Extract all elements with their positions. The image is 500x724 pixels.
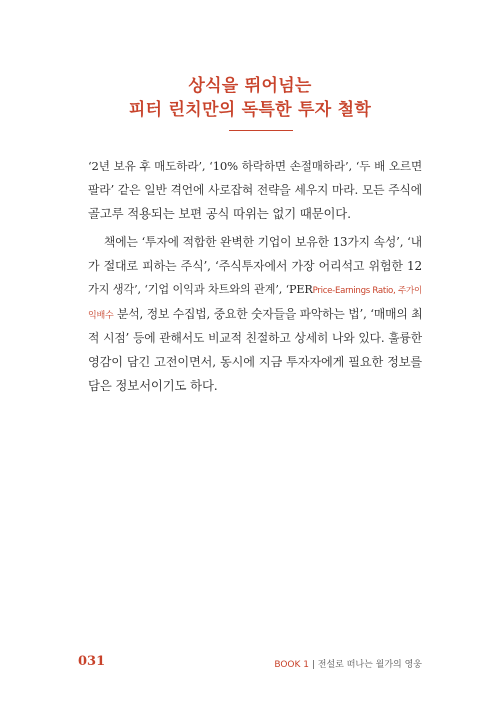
paragraph-1-line-2: 팔라’ 같은 일반 격언에 사로잡혀 전략을 세우지 마라. 모든 주식에	[88, 183, 422, 197]
paragraph-2-line-5: 적 시점’ 등에 관해서도 비교적 친절하고 상세히 나와 있다. 훌륭한	[88, 331, 422, 345]
chapter-title: 전설로 떠나는 월가의 영웅	[317, 660, 422, 670]
paragraph-2-line-4	[88, 306, 422, 324]
running-footer	[274, 657, 422, 670]
paragraph-2-line-3	[88, 282, 422, 299]
per-annotation-part-1: Price-Earnings Ratio, 주가이	[312, 286, 422, 296]
paragraph-2-line-6: 영감이 담긴 고전이면서, 동시에 지금 투자자에게 필요한 정보를	[88, 355, 422, 369]
paragraph-2-line-4-text: 분석, 정보 수집법, 중요한 숫자들을 파악하는 법’, ‘매매의 최	[113, 307, 423, 321]
paragraph-2-line-1: 책에는 ‘투자에 적합한 완벽한 기업이 보유한 13가지 속성’, ‘내	[104, 235, 422, 249]
paragraph-2-line-2: 가 절대로 피하는 주식’, ‘주식투자에서 가장 어리석고 위험한 12	[88, 259, 422, 273]
heading-divider	[229, 130, 293, 131]
paragraph-2-line-7: 담은 정보서이기도 하다.	[88, 378, 218, 393]
footer-separator: |	[309, 660, 318, 670]
heading-line-1: 상식을 뛰어넘는	[188, 76, 312, 96]
paragraph-1-line-1: ‘2년 보유 후 매도하라’, ‘10% 하락하면 손절매하라’, ‘두 배 오르면	[88, 159, 422, 173]
paragraph-2-line-3-text: 가지 생각’, ‘기업 이익과 차트와의 관계’, ‘PER	[88, 283, 313, 296]
page-number: 031	[78, 654, 106, 669]
paragraph-1-line-3: 골고루 적용되는 보편 공식 따위는 없기 때문이다.	[88, 206, 351, 221]
heading-line-2: 피터 린치만의 독특한 투자 철학	[128, 100, 372, 120]
book-label: BOOK 1	[274, 660, 310, 670]
per-annotation-part-2: 익배수	[88, 311, 114, 321]
